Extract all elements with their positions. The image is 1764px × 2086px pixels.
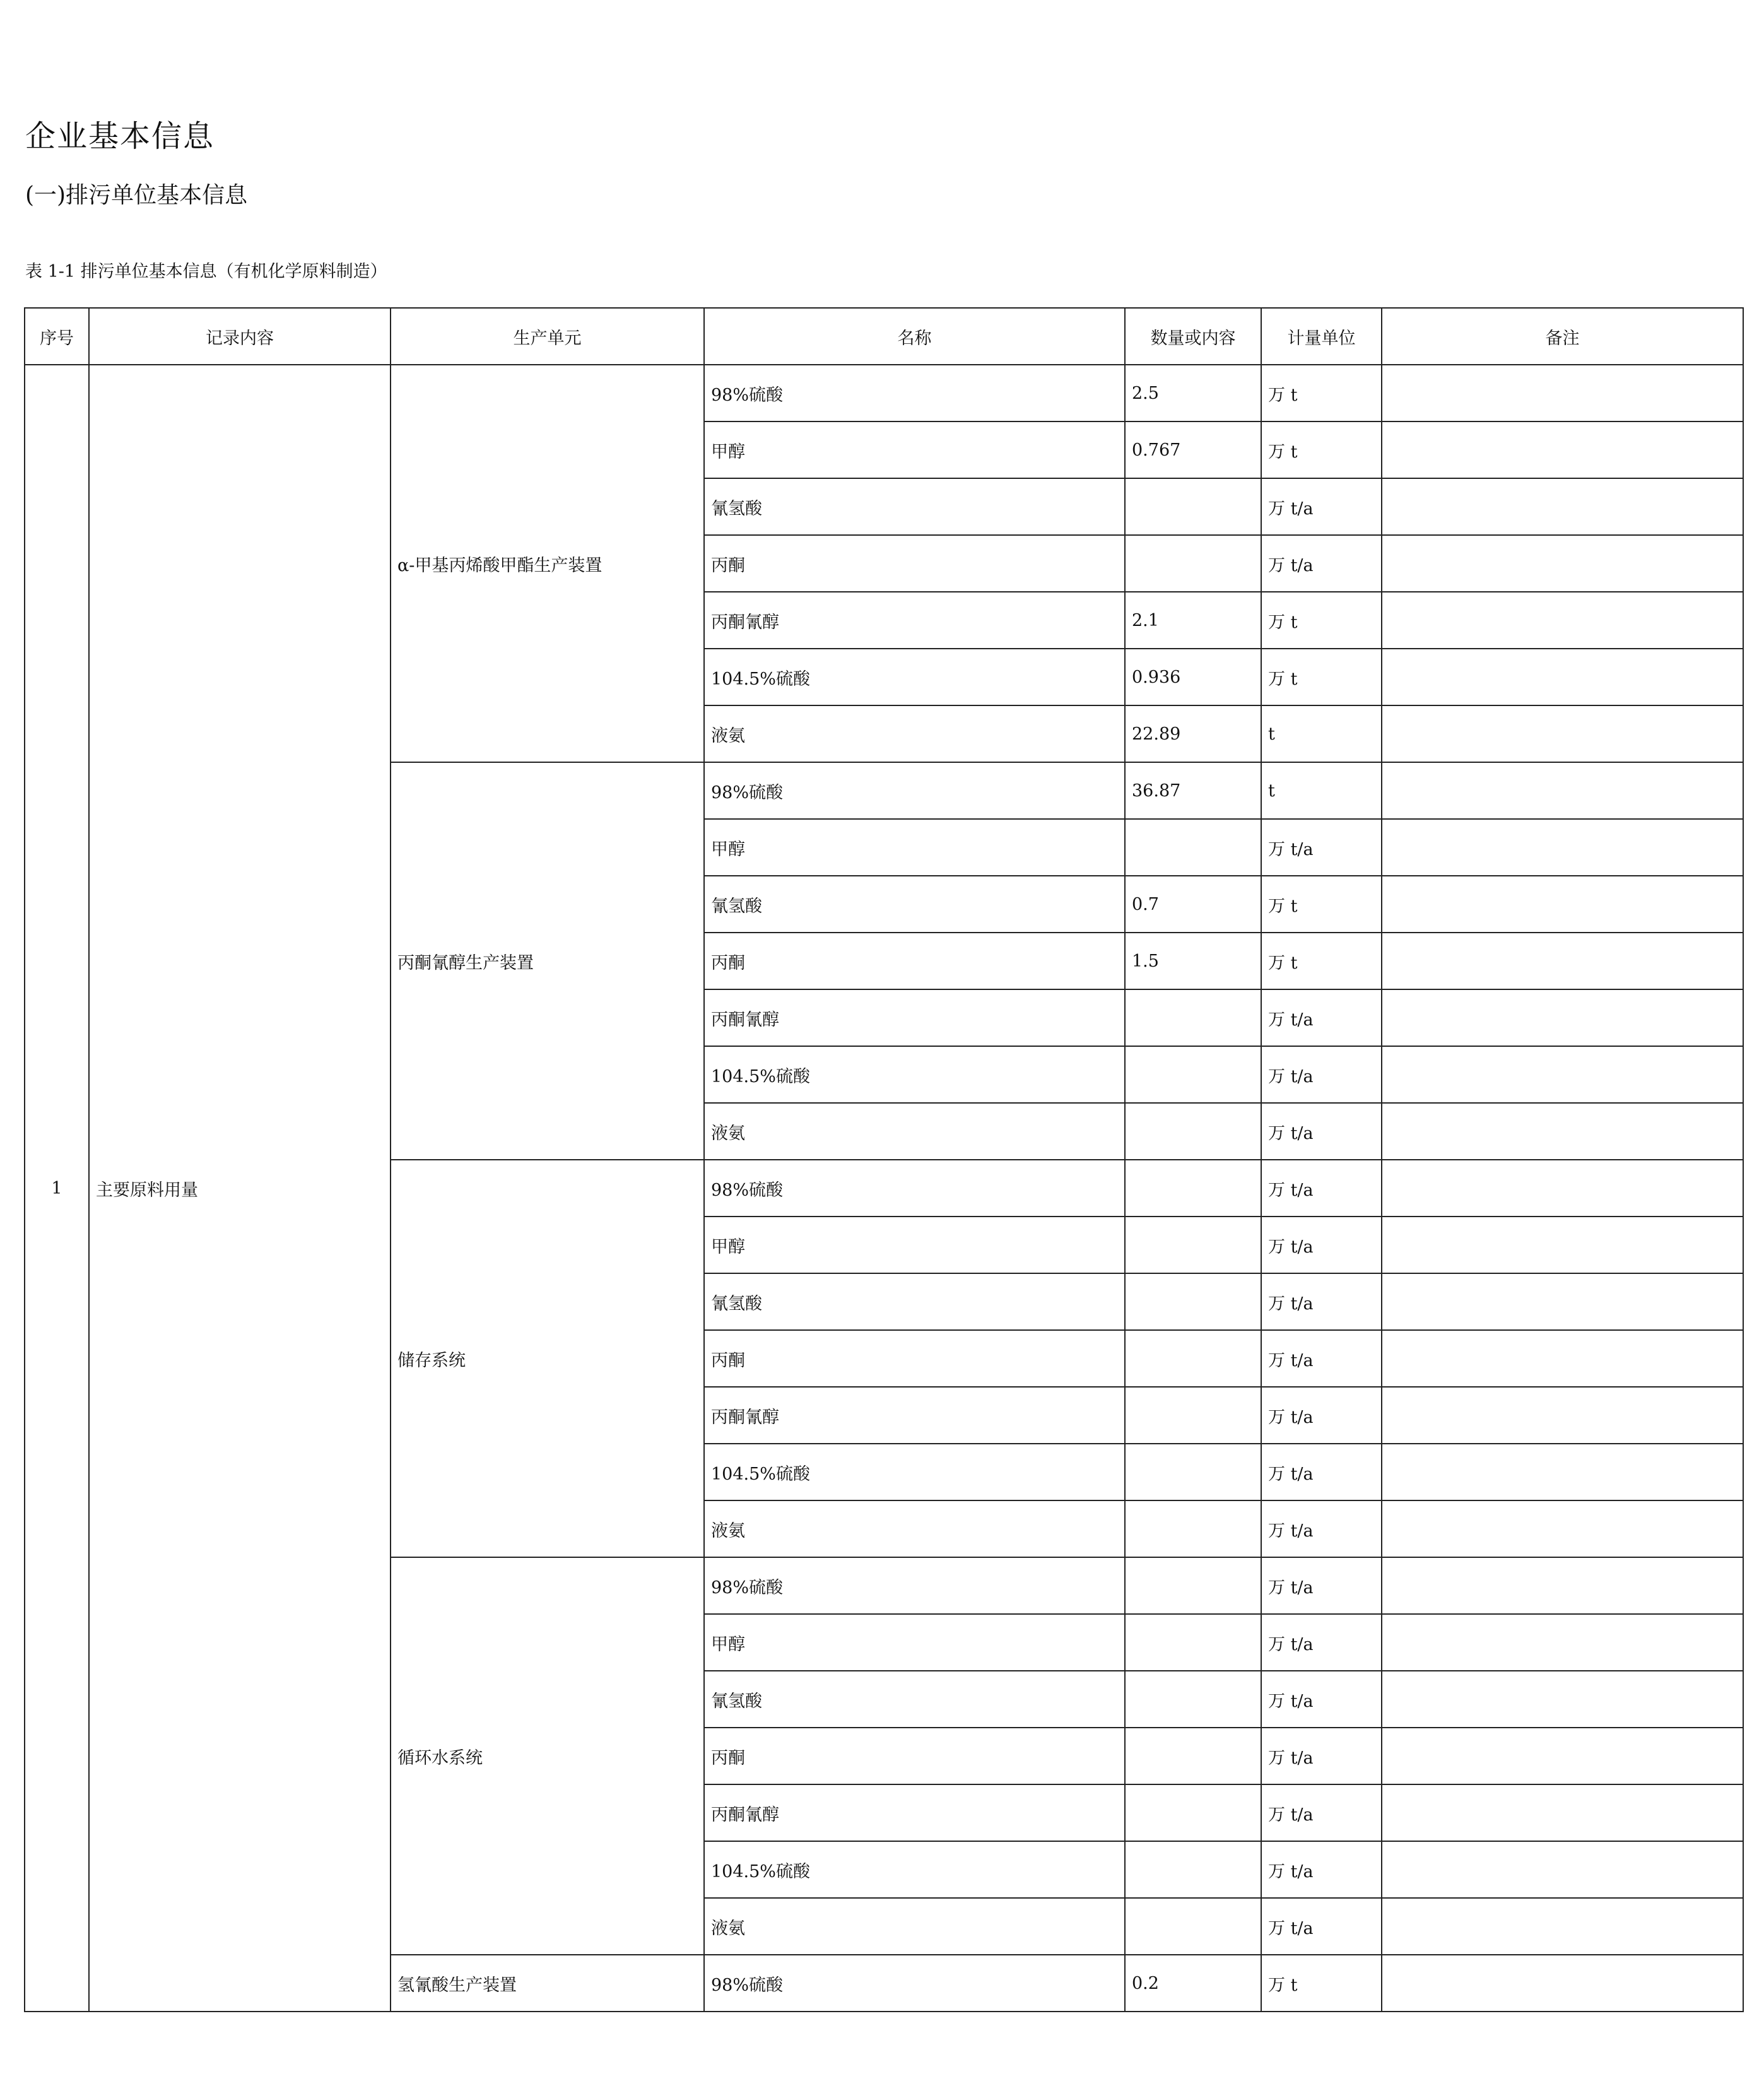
note-cell [1382,1728,1743,1784]
note-cell [1382,592,1743,649]
note-cell [1382,1160,1743,1217]
note-cell [1382,1444,1743,1500]
seq-cell: 1 [25,365,89,2012]
note-cell [1382,649,1743,705]
material-name-cell: 98%硫酸 [704,1160,1125,1217]
quantity-cell: 36.87 [1125,762,1261,819]
quantity-cell: 0.2 [1125,1955,1261,2012]
note-cell [1382,1103,1743,1160]
note-cell [1382,1500,1743,1557]
quantity-cell [1125,478,1261,535]
table-header-row [25,308,1743,365]
material-name-cell: 甲醇 [704,1217,1125,1273]
quantity-cell: 0.767 [1125,421,1261,478]
note-cell [1382,933,1743,989]
header-record: 记录内容 [89,308,391,365]
quantity-cell: 0.7 [1125,876,1261,933]
note-cell [1382,1046,1743,1103]
material-name-cell: 液氨 [704,705,1125,762]
measure-unit-cell: 万 t/a [1261,1614,1382,1671]
measure-unit-cell: t [1261,762,1382,819]
note-cell [1382,1955,1743,2012]
note-cell [1382,705,1743,762]
quantity-cell [1125,1557,1261,1614]
material-name-cell: 104.5%硫酸 [704,649,1125,705]
measure-unit-cell: 万 t/a [1261,478,1382,535]
measure-unit-cell: 万 t/a [1261,1217,1382,1273]
measure-unit-cell: 万 t [1261,1955,1382,2012]
production-unit-cell: α-甲基丙烯酸甲酯生产装置 [391,365,704,762]
quantity-cell: 2.1 [1125,592,1261,649]
note-cell [1382,989,1743,1046]
measure-unit-cell: 万 t/a [1261,1103,1382,1160]
material-name-cell: 氰氢酸 [704,478,1125,535]
measure-unit-cell: 万 t [1261,421,1382,478]
measure-unit-cell: 万 t/a [1261,1160,1382,1217]
header-qty: 数量或内容 [1125,308,1261,365]
measure-unit-cell: 万 t/a [1261,1046,1382,1103]
quantity-cell [1125,819,1261,876]
material-name-cell: 氰氢酸 [704,1671,1125,1728]
production-unit-cell: 丙酮氰醇生产装置 [391,762,704,1160]
material-name-cell: 丙酮氰醇 [704,1387,1125,1444]
quantity-cell [1125,1841,1261,1898]
material-name-cell: 甲醇 [704,819,1125,876]
quantity-cell [1125,1671,1261,1728]
measure-unit-cell: 万 t/a [1261,1500,1382,1557]
section-title: (一)排污单位基本信息 [25,182,248,208]
measure-unit-cell: 万 t/a [1261,1671,1382,1728]
table-caption: 表 1-1 排污单位基本信息（有机化学原料制造） [25,262,387,281]
material-name-cell: 98%硫酸 [704,1557,1125,1614]
measure-unit-cell: 万 t/a [1261,1273,1382,1330]
note-cell [1382,762,1743,819]
note-cell [1382,1671,1743,1728]
measure-unit-cell: 万 t [1261,933,1382,989]
material-name-cell: 丙酮氰醇 [704,1784,1125,1841]
material-name-cell: 丙酮 [704,1330,1125,1387]
measure-unit-cell: 万 t/a [1261,819,1382,876]
header-unit: 生产单元 [391,308,704,365]
material-name-cell: 甲醇 [704,1614,1125,1671]
material-name-cell: 98%硫酸 [704,762,1125,819]
header-measure: 计量单位 [1261,308,1382,365]
measure-unit-cell: 万 t/a [1261,1557,1382,1614]
quantity-cell [1125,1444,1261,1500]
quantity-cell [1125,1784,1261,1841]
measure-unit-cell: 万 t/a [1261,535,1382,592]
production-unit-cell: 氢氰酸生产装置 [391,1955,704,2012]
quantity-cell [1125,1103,1261,1160]
note-cell [1382,1330,1743,1387]
quantity-cell [1125,1273,1261,1330]
material-name-cell: 氰氢酸 [704,876,1125,933]
record-cell: 主要原料用量 [89,365,391,2012]
info-table [24,307,1744,2012]
note-cell [1382,1217,1743,1273]
header-name: 名称 [704,308,1125,365]
quantity-cell [1125,1160,1261,1217]
table-row [25,365,1743,421]
note-cell [1382,819,1743,876]
header-note: 备注 [1382,308,1743,365]
material-name-cell: 丙酮 [704,933,1125,989]
note-cell [1382,1784,1743,1841]
note-cell [1382,1841,1743,1898]
measure-unit-cell: 万 t/a [1261,1784,1382,1841]
quantity-cell [1125,1330,1261,1387]
quantity-cell [1125,989,1261,1046]
measure-unit-cell: 万 t/a [1261,1898,1382,1955]
quantity-cell [1125,1046,1261,1103]
material-name-cell: 丙酮 [704,1728,1125,1784]
quantity-cell [1125,1728,1261,1784]
quantity-cell [1125,535,1261,592]
material-name-cell: 104.5%硫酸 [704,1841,1125,1898]
measure-unit-cell: 万 t [1261,592,1382,649]
measure-unit-cell: 万 t [1261,649,1382,705]
note-cell [1382,535,1743,592]
measure-unit-cell: 万 t/a [1261,1841,1382,1898]
material-name-cell: 丙酮 [704,535,1125,592]
note-cell [1382,1614,1743,1671]
note-cell [1382,1898,1743,1955]
material-name-cell: 液氨 [704,1103,1125,1160]
measure-unit-cell: 万 t/a [1261,989,1382,1046]
measure-unit-cell: 万 t/a [1261,1728,1382,1784]
quantity-cell: 0.936 [1125,649,1261,705]
material-name-cell: 98%硫酸 [704,365,1125,421]
measure-unit-cell: t [1261,705,1382,762]
header-seq: 序号 [25,308,89,365]
note-cell [1382,876,1743,933]
quantity-cell [1125,1217,1261,1273]
quantity-cell: 1.5 [1125,933,1261,989]
measure-unit-cell: 万 t/a [1261,1330,1382,1387]
note-cell [1382,421,1743,478]
page-title: 企业基本信息 [25,119,215,154]
material-name-cell: 98%硫酸 [704,1955,1125,2012]
quantity-cell [1125,1898,1261,1955]
measure-unit-cell: 万 t/a [1261,1387,1382,1444]
material-name-cell: 丙酮氰醇 [704,592,1125,649]
quantity-cell [1125,1500,1261,1557]
measure-unit-cell: 万 t [1261,876,1382,933]
material-name-cell: 液氨 [704,1500,1125,1557]
quantity-cell: 22.89 [1125,705,1261,762]
note-cell [1382,1387,1743,1444]
production-unit-cell: 储存系统 [391,1160,704,1557]
measure-unit-cell: 万 t/a [1261,1444,1382,1500]
note-cell [1382,1273,1743,1330]
production-unit-cell: 循环水系统 [391,1557,704,1955]
material-name-cell: 氰氢酸 [704,1273,1125,1330]
note-cell [1382,478,1743,535]
material-name-cell: 液氨 [704,1898,1125,1955]
material-name-cell: 丙酮氰醇 [704,989,1125,1046]
quantity-cell [1125,1387,1261,1444]
material-name-cell: 104.5%硫酸 [704,1444,1125,1500]
material-name-cell: 甲醇 [704,421,1125,478]
note-cell [1382,365,1743,421]
measure-unit-cell: 万 t [1261,365,1382,421]
quantity-cell: 2.5 [1125,365,1261,421]
quantity-cell [1125,1614,1261,1671]
note-cell [1382,1557,1743,1614]
material-name-cell: 104.5%硫酸 [704,1046,1125,1103]
